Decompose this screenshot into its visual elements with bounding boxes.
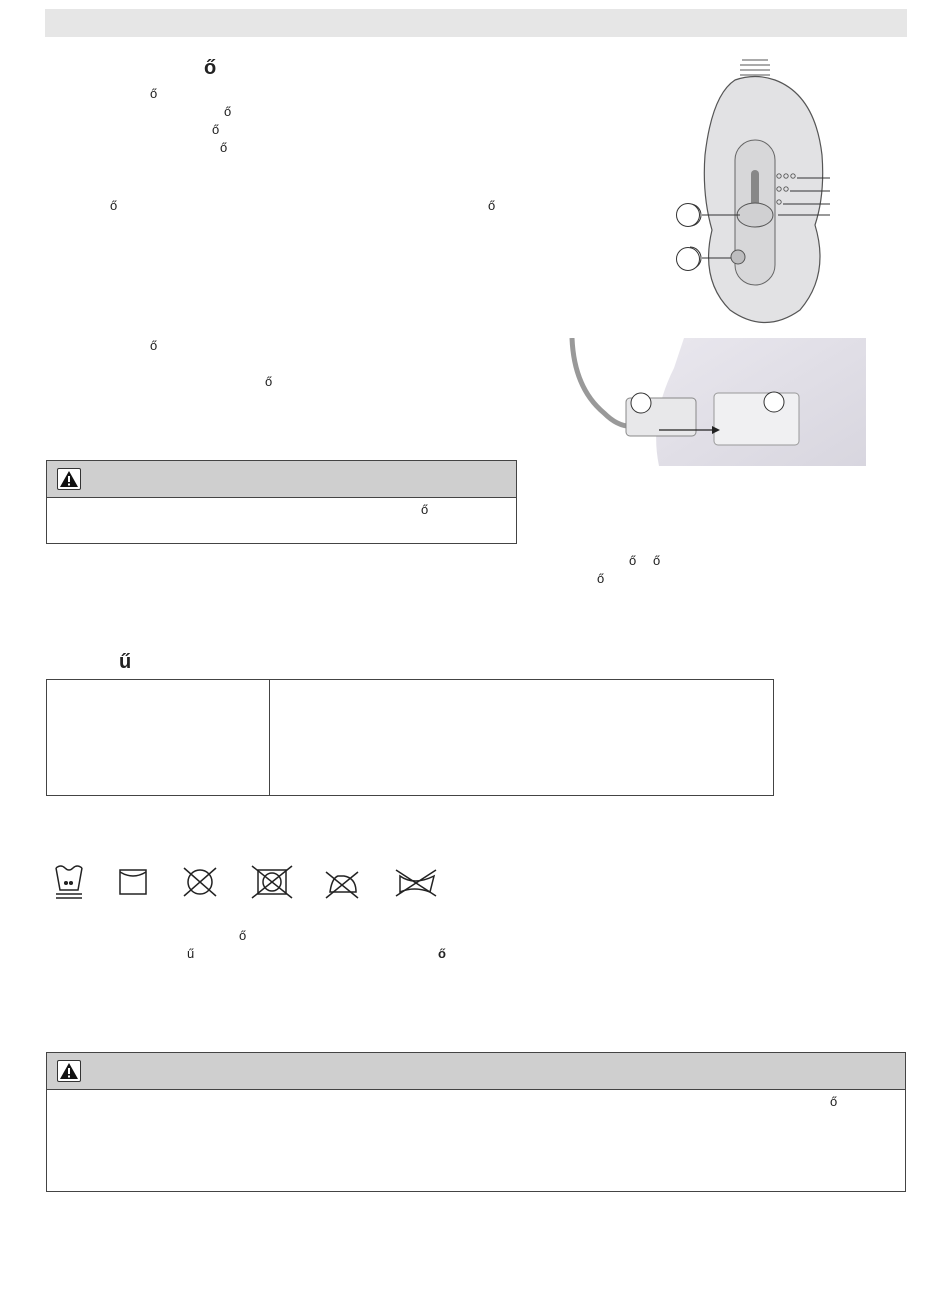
callout-marker <box>676 203 700 227</box>
text-glyph: ő <box>220 140 228 155</box>
controller-illustration <box>690 55 840 330</box>
text-glyph: ő <box>629 553 637 568</box>
no-bleach-icon <box>396 870 436 896</box>
text-glyph: ő <box>830 1094 838 1109</box>
warning-box <box>46 460 517 544</box>
spec-table <box>46 679 774 796</box>
warning-triangle-icon <box>57 1060 81 1082</box>
warning-box <box>46 1052 906 1192</box>
care-symbols-row <box>52 862 442 902</box>
text-glyph: ő <box>597 571 605 586</box>
text-glyph: ő <box>150 338 158 353</box>
text-glyph: ő <box>150 86 158 101</box>
text-glyph: ő <box>488 198 496 213</box>
section-heading-1: ő <box>204 57 217 79</box>
table-column-divider <box>269 680 270 795</box>
no-tumble-dry-icon <box>252 866 292 898</box>
warning-header <box>47 461 516 498</box>
text-glyph: ő <box>438 946 446 961</box>
no-dryclean-icon <box>184 868 216 896</box>
wash-30-gentle-icon <box>56 866 82 898</box>
no-iron-icon <box>326 872 358 898</box>
callout-marker <box>676 247 700 271</box>
section-heading-2: ű <box>119 651 132 673</box>
text-glyph: ő <box>239 928 247 943</box>
text-glyph: ű <box>187 946 195 961</box>
text-glyph: ő <box>653 553 661 568</box>
text-glyph: ő <box>224 104 232 119</box>
header-band <box>45 9 907 37</box>
connector-photo <box>564 338 866 466</box>
warning-header <box>47 1053 905 1090</box>
text-glyph: ő <box>110 198 118 213</box>
text-glyph: ő <box>421 502 429 517</box>
warning-triangle-icon <box>57 468 81 490</box>
text-glyph: ő <box>212 122 220 137</box>
text-glyph: ő <box>265 374 273 389</box>
tumble-dry-square-icon <box>120 870 146 894</box>
